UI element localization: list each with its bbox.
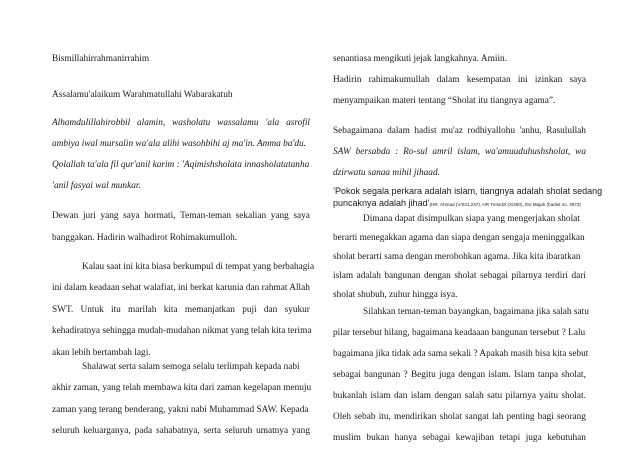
word: yaitu: [539, 391, 558, 401]
word: sholat: [454, 271, 477, 281]
text-line: [333, 271, 586, 282]
word: wa'amuuduhushsholat,: [484, 147, 571, 157]
word: pilarnya: [505, 391, 536, 401]
word: dan: [394, 391, 408, 401]
word: umatnya: [256, 426, 289, 436]
word: dari: [571, 271, 586, 281]
word: adalah: [356, 271, 381, 281]
text-line: Silahkan teman-teman bayangkan, bagaimana jika salah satu: [363, 307, 589, 317]
text-line: [333, 75, 586, 86]
word: seluruh: [224, 426, 253, 436]
closing-line: senantiasa mengikuti jejak langkahnya. Amiin.: [333, 54, 508, 64]
text-line: [52, 426, 310, 437]
word: :: [395, 147, 399, 157]
word: penting: [506, 412, 535, 422]
word: amril: [432, 147, 453, 157]
word: muslim: [333, 433, 361, 443]
word: bukanlah: [333, 391, 368, 401]
text-line: ini dalam keadaan sehat walafiat, ini berkat karunia dan rahmat Allah: [52, 283, 310, 293]
word: serta: [203, 426, 222, 436]
word: dalam: [387, 126, 410, 136]
text-line: banggakan. Hadirin walhadirot Rohimakumulloh.: [52, 233, 238, 243]
word: pada: [134, 426, 153, 436]
word: hormati,: [144, 211, 176, 221]
word: Teman-teman: [180, 211, 232, 221]
word: wassalamu: [217, 118, 259, 128]
word: sangat: [465, 412, 489, 422]
text-line: kehadiratnya sehingga mudah-mudahan nikmat yang telah kita terima: [52, 326, 312, 336]
text-line: [52, 211, 310, 222]
word: ?: [403, 370, 408, 380]
text-line: Shalawat serta salam semoga selalu terlimpah kepada nabi: [82, 362, 300, 372]
text-line: akan lebih bertambah lagi.: [52, 348, 151, 358]
word: sebagai: [480, 271, 508, 281]
word: islam: [370, 391, 391, 401]
word: bangunan: [384, 271, 421, 281]
word: izinkan: [534, 75, 563, 85]
word: bersabda: [355, 147, 391, 157]
word: terdiri: [545, 271, 569, 281]
salam-line: Assalamu'alaikum Warahmatullahi Wabarakatuh: [52, 90, 233, 100]
word: rodhiyallohu: [467, 126, 516, 136]
text-line: Kalau saat ini kita biasa berkumpul di tempat yang berbahagia: [82, 262, 315, 272]
text-line: menyampaikan materi tentang “Sholat itu tiangnya agama”.: [333, 96, 556, 106]
text-line: berarti menegakkan agama dan siapa dengan sengaja meninggalkan: [333, 233, 585, 243]
word: salah: [464, 391, 484, 401]
word: saya: [569, 75, 586, 85]
word: hadist: [414, 126, 437, 136]
word: kebutuhan: [547, 433, 586, 443]
text-line: [52, 118, 310, 129]
word: marilah: [128, 305, 157, 315]
word: puji: [242, 305, 257, 315]
word: Dewan: [52, 211, 79, 221]
word: islam.: [488, 370, 511, 380]
word: 'ala: [265, 118, 280, 128]
text-line: Dimana dapat disimpulkan siapa yang mengerjakan sholat: [363, 214, 580, 224]
word: tanpa: [537, 370, 559, 380]
text-line: sholat shubuh, zuhur hingga isya.: [333, 290, 458, 300]
word: saya: [123, 211, 140, 221]
text-line: pilar tersebut hilang, bagaimana keadaaan bangunan tersebut ? Lalu: [333, 328, 586, 338]
word: lah: [492, 412, 504, 422]
word: sekalian: [235, 211, 267, 221]
text-line: [333, 126, 586, 137]
word: mu'az: [441, 126, 463, 136]
word: yang: [100, 211, 119, 221]
text-line: sholat berarti sama dengan merobohkan agama. Jika kita ibaratkan: [333, 252, 581, 262]
word: Rasulullah: [546, 126, 586, 136]
translation-line: ’Pokok segala perkara adalah islam, tiangnya adalah sholat sedang: [333, 186, 603, 196]
text-line: ambiya iwal mursalin wa'ala alihi wasohbihi aj ma'in. Amma ba'du.: [52, 139, 306, 149]
text-line: [333, 147, 586, 158]
word: dengan: [434, 391, 462, 401]
word: seorang: [556, 412, 586, 422]
word: Alhamdulillahirobbil: [52, 118, 131, 128]
word: Begitu: [410, 370, 436, 380]
translation-line: [333, 198, 581, 210]
text-line: dzirwatu sanaa mihil jihaad.: [333, 168, 440, 178]
text-line: [333, 412, 586, 423]
word: kesempatan: [466, 75, 511, 85]
word: syukur: [284, 305, 310, 315]
word: bukan: [366, 433, 390, 443]
word: sholat,: [561, 370, 586, 380]
text-line: akhir zaman, yang telah membawa kita dari zaman kegelapan menuju: [52, 383, 312, 393]
word: kewajiban: [455, 433, 495, 443]
word: itu: [110, 305, 121, 315]
word: kita: [163, 305, 178, 315]
word: pilarnya: [511, 271, 542, 281]
word: Untuk: [80, 305, 104, 315]
word: asrofil: [286, 118, 310, 128]
word: yang: [270, 211, 289, 221]
word: bagi: [537, 412, 554, 422]
word: 'anhu,: [519, 126, 542, 136]
word: sholat.: [561, 391, 586, 401]
word: sebagai: [333, 370, 361, 380]
word: islam,: [457, 147, 480, 157]
text-line: [333, 391, 586, 402]
text-line: [52, 305, 310, 316]
text-line: bagaimana jika tidak ada sama sekali ? Apakah masih bisa kita sebut: [333, 349, 589, 359]
word: sholat: [439, 412, 462, 422]
word: memanjatkan: [184, 305, 235, 315]
word: saya: [293, 211, 310, 221]
word: yang: [291, 426, 310, 436]
bismillah-line: Bismillahirrahmanirrahim: [52, 54, 150, 64]
word: dan: [263, 305, 278, 315]
word: islam: [410, 391, 431, 401]
word: bangunan: [364, 370, 401, 380]
word: keluarganya,: [83, 426, 131, 436]
word: itu,: [378, 412, 391, 422]
word: alamin,: [137, 118, 166, 128]
translation-text: puncaknya adalah jihad’: [333, 198, 430, 208]
word: Islam: [514, 370, 535, 380]
text-line: Qolallah ta'ala fil qur'anil karim : 'Aqimishsholata innasholatatanha: [52, 160, 310, 170]
word: sahabatnya,: [156, 426, 200, 436]
word: seluruh: [52, 426, 80, 436]
word: washolatu: [172, 118, 211, 128]
word: Oleh: [333, 412, 352, 422]
word: juri: [82, 211, 96, 221]
text-line: 'anil fasyai wal munkar.: [52, 181, 141, 191]
word: SWT.: [52, 305, 74, 315]
text-line: zaman yang terang benderang, yakni nabi Muhammad SAW. Kepada: [52, 405, 309, 415]
word: Hadirin: [333, 75, 362, 85]
word: dengan: [458, 370, 486, 380]
word: mendirikan: [394, 412, 437, 422]
word: dalam: [436, 75, 460, 85]
hadith-reference: (HR. Ahmad (V/231,237), HR Tirmidzi (X/260), Ibn Majah (hadist no. 3973): [429, 202, 581, 207]
word: ini: [517, 75, 528, 85]
text-line: [333, 433, 586, 444]
word: rahimakumullah: [368, 75, 430, 85]
word: sebagai: [422, 433, 451, 443]
word: satu: [487, 391, 503, 401]
word: juga: [525, 433, 542, 443]
word: dengan: [423, 271, 451, 281]
word: islam: [333, 271, 354, 281]
word: Sebagaimana: [333, 126, 383, 136]
word: juga: [438, 370, 455, 380]
word: wa: [575, 147, 586, 157]
word: hanya: [394, 433, 417, 443]
word: SAW: [333, 147, 351, 157]
word: tetapi: [499, 433, 521, 443]
word: Ro-sul: [403, 147, 428, 157]
word: sebab: [354, 412, 376, 422]
text-line: [333, 370, 586, 381]
